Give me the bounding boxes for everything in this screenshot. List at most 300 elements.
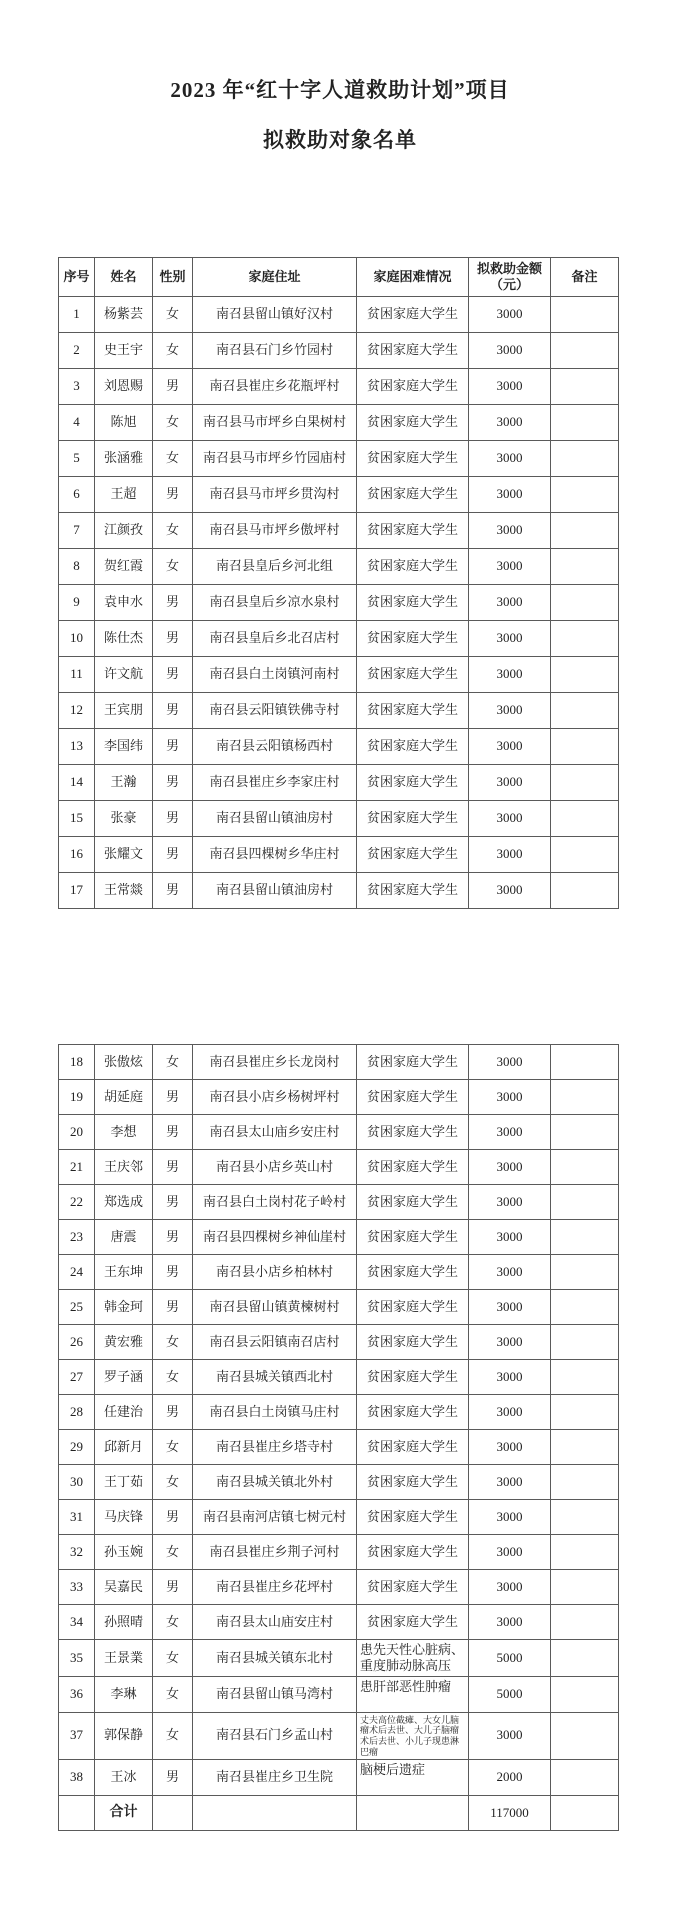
cell-gender: 女 (153, 1640, 193, 1677)
cell-seq: 13 (59, 729, 95, 765)
cell-address: 南召县太山庙乡安庄村 (193, 1115, 357, 1150)
page-title-line2: 拟救助对象名单 (263, 128, 417, 152)
cell-name: 王东坤 (95, 1255, 153, 1290)
cell-note (551, 1255, 619, 1290)
cell-address: 南召县四棵树乡华庄村 (193, 837, 357, 873)
cell-note (551, 657, 619, 693)
cell-address: 南召县皇后乡北召店村 (193, 621, 357, 657)
cell-address: 南召县留山镇油房村 (193, 873, 357, 909)
cell-seq: 2 (59, 333, 95, 369)
cell-difficulty: 贫困家庭大学生 (357, 549, 469, 585)
cell-amount: 3000 (469, 1395, 551, 1430)
cell-address: 南召县马市坪乡贯沟村 (193, 477, 357, 513)
cell-address: 南召县云阳镇杨西村 (193, 729, 357, 765)
cell-address: 南召县留山镇油房村 (193, 801, 357, 837)
cell-note (551, 405, 619, 441)
cell-name: 张涵雅 (95, 441, 153, 477)
cell-seq: 8 (59, 549, 95, 585)
cell-address: 南召县崔庄乡花坪村 (193, 1570, 357, 1605)
cell-difficulty: 贫困家庭大学生 (357, 1080, 469, 1115)
cell-amount: 3000 (469, 1712, 551, 1759)
table-row (59, 1676, 619, 1712)
cell-amount: 3000 (469, 513, 551, 549)
cell-note (551, 729, 619, 765)
header-row (59, 258, 619, 297)
cell-difficulty: 贫困家庭大学生 (357, 621, 469, 657)
cell-difficulty: 贫困家庭大学生 (357, 477, 469, 513)
cell-difficulty: 贫困家庭大学生 (357, 873, 469, 909)
empty-cell (551, 1795, 619, 1830)
cell-name: 王庆邻 (95, 1150, 153, 1185)
cell-note (551, 1640, 619, 1677)
cell-amount: 3000 (469, 1080, 551, 1115)
cell-gender: 男 (153, 1290, 193, 1325)
cell-amount: 3000 (469, 1430, 551, 1465)
cell-seq: 4 (59, 405, 95, 441)
table-row (59, 621, 619, 657)
table-row (59, 657, 619, 693)
column-header: 拟救助金额（元） (469, 258, 551, 297)
cell-address: 南召县城关镇东北村 (193, 1640, 357, 1677)
cell-note (551, 1500, 619, 1535)
table-row (59, 1500, 619, 1535)
cell-address: 南召县石门乡竹园村 (193, 333, 357, 369)
cell-gender: 男 (153, 477, 193, 513)
aid-recipients-table-page2 (58, 1044, 619, 1831)
cell-note (551, 1045, 619, 1080)
cell-seq: 28 (59, 1395, 95, 1430)
cell-seq: 11 (59, 657, 95, 693)
cell-note (551, 1759, 619, 1795)
table-row (59, 1325, 619, 1360)
cell-name: 王丁茹 (95, 1465, 153, 1500)
cell-seq: 14 (59, 765, 95, 801)
cell-difficulty: 贫困家庭大学生 (357, 1325, 469, 1360)
cell-amount: 2000 (469, 1759, 551, 1795)
cell-note (551, 693, 619, 729)
table-row (59, 1045, 619, 1080)
cell-amount: 5000 (469, 1640, 551, 1677)
column-header: 备注 (551, 258, 619, 297)
cell-seq: 6 (59, 477, 95, 513)
cell-gender: 女 (153, 549, 193, 585)
cell-seq: 15 (59, 801, 95, 837)
cell-name: 李国纬 (95, 729, 153, 765)
cell-seq: 35 (59, 1640, 95, 1677)
cell-gender: 男 (153, 837, 193, 873)
cell-name: 江颜孜 (95, 513, 153, 549)
cell-name: 贺红霞 (95, 549, 153, 585)
cell-difficulty: 贫困家庭大学生 (357, 405, 469, 441)
cell-name: 王冰 (95, 1759, 153, 1795)
table-row (59, 513, 619, 549)
cell-note (551, 585, 619, 621)
table-row (59, 1115, 619, 1150)
cell-gender: 男 (153, 1570, 193, 1605)
cell-note (551, 1360, 619, 1395)
total-row (59, 1795, 619, 1830)
cell-gender: 男 (153, 1255, 193, 1290)
cell-address: 南召县白土岗镇河南村 (193, 657, 357, 693)
cell-difficulty: 贫困家庭大学生 (357, 801, 469, 837)
cell-name: 张耀文 (95, 837, 153, 873)
cell-amount: 3000 (469, 333, 551, 369)
cell-gender: 男 (153, 1500, 193, 1535)
cell-name: 史王宇 (95, 333, 153, 369)
aid-table-section-1 (58, 257, 620, 909)
cell-amount: 3000 (469, 693, 551, 729)
cell-gender: 女 (153, 1325, 193, 1360)
cell-difficulty: 贫困家庭大学生 (357, 369, 469, 405)
cell-note (551, 1535, 619, 1570)
cell-address: 南召县白土岗镇马庄村 (193, 1395, 357, 1430)
cell-gender: 男 (153, 873, 193, 909)
cell-seq: 1 (59, 297, 95, 333)
cell-seq: 31 (59, 1500, 95, 1535)
cell-address: 南召县石门乡孟山村 (193, 1712, 357, 1759)
cell-name: 胡延庭 (95, 1080, 153, 1115)
page-title-line1: 2023 年“红十字人道救助计划”项目 (170, 78, 510, 102)
cell-name: 李想 (95, 1115, 153, 1150)
cell-seq: 33 (59, 1570, 95, 1605)
cell-name: 邱新月 (95, 1430, 153, 1465)
empty-cell (153, 1795, 193, 1830)
cell-name: 张豪 (95, 801, 153, 837)
cell-note (551, 1290, 619, 1325)
cell-seq: 21 (59, 1150, 95, 1185)
column-header: 家庭困难情况 (357, 258, 469, 297)
cell-gender: 男 (153, 1080, 193, 1115)
cell-name: 黄宏雅 (95, 1325, 153, 1360)
table-row (59, 405, 619, 441)
table-row (59, 1535, 619, 1570)
total-label-cell: 合计 (95, 1795, 153, 1830)
cell-seq: 16 (59, 837, 95, 873)
cell-address: 南召县马市坪乡竹园庙村 (193, 441, 357, 477)
cell-note (551, 369, 619, 405)
cell-difficulty: 贫困家庭大学生 (357, 1430, 469, 1465)
cell-gender: 女 (153, 1605, 193, 1640)
cell-address: 南召县云阳镇南召店村 (193, 1325, 357, 1360)
cell-difficulty: 贫困家庭大学生 (357, 1220, 469, 1255)
table-row (59, 1255, 619, 1290)
cell-difficulty: 贫困家庭大学生 (357, 1570, 469, 1605)
cell-amount: 3000 (469, 1045, 551, 1080)
cell-address: 南召县四棵树乡神仙崖村 (193, 1220, 357, 1255)
cell-address: 南召县留山镇马湾村 (193, 1676, 357, 1712)
cell-note (551, 297, 619, 333)
cell-name: 唐震 (95, 1220, 153, 1255)
cell-amount: 3000 (469, 837, 551, 873)
cell-name: 孙玉婉 (95, 1535, 153, 1570)
cell-note (551, 1150, 619, 1185)
cell-gender: 女 (153, 1045, 193, 1080)
cell-amount: 3000 (469, 1605, 551, 1640)
cell-name: 王常燚 (95, 873, 153, 909)
column-header: 序号 (59, 258, 95, 297)
table-row (59, 1570, 619, 1605)
cell-seq: 3 (59, 369, 95, 405)
cell-difficulty: 丈夫高位截瘫、大女儿脑瘤术后去世、大儿子脑瘤术后去世、小儿子现患淋巴瘤 (357, 1712, 469, 1759)
cell-seq: 37 (59, 1712, 95, 1759)
cell-address: 南召县南河店镇七树元村 (193, 1500, 357, 1535)
cell-note (551, 1115, 619, 1150)
cell-name: 任建治 (95, 1395, 153, 1430)
cell-gender: 女 (153, 1360, 193, 1395)
cell-amount: 3000 (469, 621, 551, 657)
cell-difficulty: 贫困家庭大学生 (357, 765, 469, 801)
cell-gender: 女 (153, 1676, 193, 1712)
table-row (59, 1080, 619, 1115)
aid-table-section-2 (58, 1044, 620, 1831)
cell-address: 南召县太山庙安庄村 (193, 1605, 357, 1640)
table-row (59, 585, 619, 621)
cell-address: 南召县马市坪乡傲坪村 (193, 513, 357, 549)
cell-note (551, 1185, 619, 1220)
cell-note (551, 1430, 619, 1465)
cell-amount: 3000 (469, 801, 551, 837)
cell-amount: 3000 (469, 1465, 551, 1500)
cell-amount: 3000 (469, 657, 551, 693)
cell-gender: 女 (153, 333, 193, 369)
cell-difficulty: 贫困家庭大学生 (357, 1185, 469, 1220)
cell-address: 南召县崔庄乡塔寺村 (193, 1430, 357, 1465)
cell-amount: 3000 (469, 1500, 551, 1535)
cell-note (551, 873, 619, 909)
cell-note (551, 513, 619, 549)
cell-amount: 3000 (469, 1255, 551, 1290)
cell-difficulty: 贫困家庭大学生 (357, 693, 469, 729)
cell-gender: 男 (153, 657, 193, 693)
cell-name: 郑选成 (95, 1185, 153, 1220)
cell-name: 刘恩赐 (95, 369, 153, 405)
cell-amount: 3000 (469, 477, 551, 513)
cell-gender: 男 (153, 1759, 193, 1795)
cell-amount: 3000 (469, 585, 551, 621)
cell-amount: 3000 (469, 1220, 551, 1255)
table-row (59, 801, 619, 837)
cell-amount: 3000 (469, 1535, 551, 1570)
cell-address: 南召县城关镇北外村 (193, 1465, 357, 1500)
empty-cell (59, 1795, 95, 1830)
cell-gender: 女 (153, 1712, 193, 1759)
cell-gender: 男 (153, 801, 193, 837)
cell-amount: 3000 (469, 1115, 551, 1150)
cell-address: 南召县皇后乡凉水泉村 (193, 585, 357, 621)
cell-seq: 18 (59, 1045, 95, 1080)
cell-note (551, 333, 619, 369)
cell-address: 南召县小店乡英山村 (193, 1150, 357, 1185)
cell-note (551, 837, 619, 873)
cell-note (551, 1325, 619, 1360)
cell-address: 南召县马市坪乡白果树村 (193, 405, 357, 441)
cell-gender: 女 (153, 1430, 193, 1465)
cell-gender: 女 (153, 405, 193, 441)
cell-amount: 3000 (469, 729, 551, 765)
cell-seq: 22 (59, 1185, 95, 1220)
table-row (59, 333, 619, 369)
cell-note (551, 549, 619, 585)
cell-note (551, 621, 619, 657)
cell-name: 李琳 (95, 1676, 153, 1712)
cell-note (551, 1605, 619, 1640)
empty-cell (357, 1795, 469, 1830)
cell-difficulty: 贫困家庭大学生 (357, 1465, 469, 1500)
table-row (59, 693, 619, 729)
cell-difficulty: 贫困家庭大学生 (357, 1500, 469, 1535)
cell-address: 南召县崔庄乡花瓶坪村 (193, 369, 357, 405)
cell-gender: 男 (153, 1150, 193, 1185)
table-row (59, 1712, 619, 1759)
cell-amount: 3000 (469, 765, 551, 801)
table-row (59, 1605, 619, 1640)
cell-seq: 12 (59, 693, 95, 729)
cell-seq: 24 (59, 1255, 95, 1290)
cell-seq: 10 (59, 621, 95, 657)
table-row (59, 297, 619, 333)
cell-gender: 女 (153, 1535, 193, 1570)
cell-note (551, 1712, 619, 1759)
cell-amount: 3000 (469, 1150, 551, 1185)
cell-amount: 5000 (469, 1676, 551, 1712)
cell-seq: 27 (59, 1360, 95, 1395)
table-row (59, 729, 619, 765)
cell-gender: 男 (153, 369, 193, 405)
table-row (59, 549, 619, 585)
cell-seq: 38 (59, 1759, 95, 1795)
cell-address: 南召县崔庄乡长龙岗村 (193, 1045, 357, 1080)
table-row (59, 1759, 619, 1795)
cell-note (551, 1676, 619, 1712)
cell-gender: 女 (153, 297, 193, 333)
cell-difficulty: 贫困家庭大学生 (357, 297, 469, 333)
cell-amount: 3000 (469, 549, 551, 585)
cell-seq: 19 (59, 1080, 95, 1115)
table-row (59, 1360, 619, 1395)
cell-amount: 3000 (469, 873, 551, 909)
cell-difficulty: 贫困家庭大学生 (357, 441, 469, 477)
cell-name: 郭保静 (95, 1712, 153, 1759)
cell-difficulty: 贫困家庭大学生 (357, 1605, 469, 1640)
cell-address: 南召县白土岗村花子岭村 (193, 1185, 357, 1220)
cell-address: 南召县留山镇好汉村 (193, 297, 357, 333)
cell-address: 南召县小店乡杨树坪村 (193, 1080, 357, 1115)
cell-name: 王超 (95, 477, 153, 513)
cell-seq: 36 (59, 1676, 95, 1712)
cell-amount: 3000 (469, 1185, 551, 1220)
cell-gender: 男 (153, 1115, 193, 1150)
cell-name: 吴嘉民 (95, 1570, 153, 1605)
cell-name: 孙照晴 (95, 1605, 153, 1640)
cell-name: 王瀚 (95, 765, 153, 801)
cell-seq: 7 (59, 513, 95, 549)
cell-name: 王景業 (95, 1640, 153, 1677)
cell-difficulty: 贫困家庭大学生 (357, 1395, 469, 1430)
cell-difficulty: 患肝部恶性肿瘤 (357, 1676, 469, 1712)
cell-amount: 3000 (469, 369, 551, 405)
cell-difficulty: 贫困家庭大学生 (357, 1115, 469, 1150)
cell-amount: 3000 (469, 1325, 551, 1360)
cell-note (551, 1570, 619, 1605)
cell-gender: 男 (153, 1185, 193, 1220)
cell-difficulty: 贫困家庭大学生 (357, 837, 469, 873)
cell-seq: 5 (59, 441, 95, 477)
cell-seq: 32 (59, 1535, 95, 1570)
table-row (59, 1465, 619, 1500)
cell-note (551, 1220, 619, 1255)
cell-amount: 3000 (469, 1360, 551, 1395)
cell-gender: 女 (153, 513, 193, 549)
cell-gender: 男 (153, 621, 193, 657)
cell-gender: 男 (153, 693, 193, 729)
cell-seq: 26 (59, 1325, 95, 1360)
column-header: 家庭住址 (193, 258, 357, 297)
table-row (59, 1185, 619, 1220)
aid-recipients-table-page1 (58, 257, 619, 909)
cell-name: 陈旭 (95, 405, 153, 441)
table-row (59, 1150, 619, 1185)
cell-seq: 23 (59, 1220, 95, 1255)
cell-amount: 3000 (469, 297, 551, 333)
cell-seq: 29 (59, 1430, 95, 1465)
cell-difficulty: 贫困家庭大学生 (357, 585, 469, 621)
table-row (59, 477, 619, 513)
cell-gender: 男 (153, 1220, 193, 1255)
cell-gender: 女 (153, 1465, 193, 1500)
cell-amount: 3000 (469, 441, 551, 477)
cell-name: 韩金珂 (95, 1290, 153, 1325)
cell-amount: 3000 (469, 1290, 551, 1325)
cell-difficulty: 贫困家庭大学生 (357, 1255, 469, 1290)
cell-address: 南召县城关镇西北村 (193, 1360, 357, 1395)
cell-gender: 男 (153, 585, 193, 621)
cell-name: 王宾朋 (95, 693, 153, 729)
cell-name: 袁申水 (95, 585, 153, 621)
cell-seq: 25 (59, 1290, 95, 1325)
cell-seq: 34 (59, 1605, 95, 1640)
cell-difficulty: 贫困家庭大学生 (357, 1045, 469, 1080)
cell-difficulty: 贫困家庭大学生 (357, 1535, 469, 1570)
column-header: 性别 (153, 258, 193, 297)
total-amount-cell: 117000 (469, 1795, 551, 1830)
cell-difficulty: 贫困家庭大学生 (357, 657, 469, 693)
cell-name: 陈仕杰 (95, 621, 153, 657)
cell-name: 罗子涵 (95, 1360, 153, 1395)
table-row (59, 369, 619, 405)
cell-gender: 男 (153, 765, 193, 801)
cell-note (551, 801, 619, 837)
cell-note (551, 441, 619, 477)
cell-difficulty: 贫困家庭大学生 (357, 1290, 469, 1325)
table-row (59, 1220, 619, 1255)
column-header: 姓名 (95, 258, 153, 297)
cell-difficulty: 贫困家庭大学生 (357, 1150, 469, 1185)
cell-difficulty: 贫困家庭大学生 (357, 1360, 469, 1395)
cell-name: 许文航 (95, 657, 153, 693)
table-row (59, 1395, 619, 1430)
cell-note (551, 1465, 619, 1500)
cell-name: 张傲炫 (95, 1045, 153, 1080)
cell-name: 杨紫芸 (95, 297, 153, 333)
table-row (59, 1430, 619, 1465)
cell-seq: 30 (59, 1465, 95, 1500)
cell-seq: 9 (59, 585, 95, 621)
cell-note (551, 1080, 619, 1115)
cell-address: 南召县崔庄乡荆子河村 (193, 1535, 357, 1570)
table-row (59, 1290, 619, 1325)
cell-gender: 男 (153, 729, 193, 765)
table-row (59, 837, 619, 873)
